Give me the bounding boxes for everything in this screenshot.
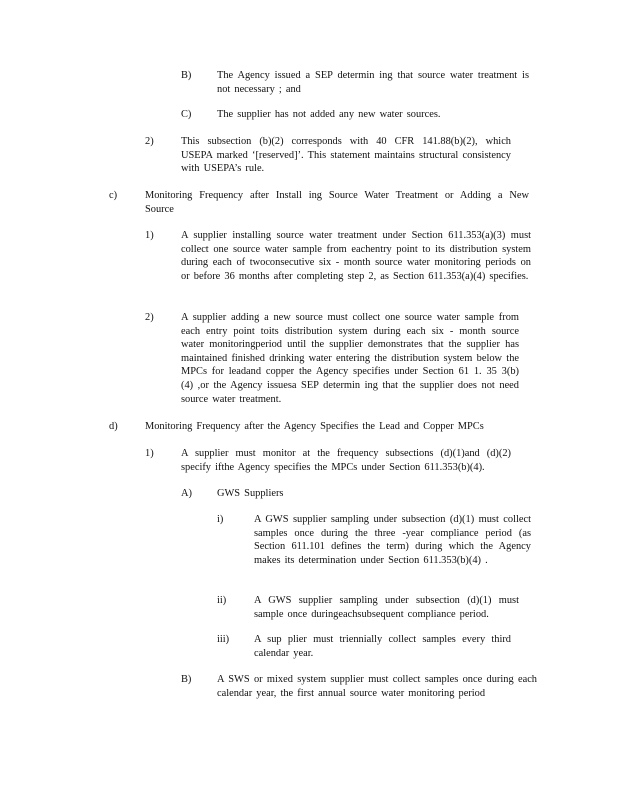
- item-marker: 2): [145, 136, 154, 147]
- item-marker: 1): [145, 230, 154, 241]
- section-marker: c): [109, 190, 118, 201]
- item-marker: B): [181, 70, 192, 81]
- item-text: GWS Suppliers: [217, 488, 284, 499]
- item-marker: 2): [145, 312, 154, 323]
- item-marker: B): [181, 674, 192, 685]
- section-title: Monitoring Frequency after Install ing Source Water Treatment or Adding a New Source: [145, 190, 529, 215]
- item-marker: 1): [145, 448, 154, 459]
- section-marker: d): [109, 421, 118, 432]
- item-marker: iii): [217, 634, 230, 645]
- item-text: A SWS or mixed system supplier must collect samples once during each calendar year, the first annual source water monitoring period: [217, 674, 537, 699]
- item-text: The supplier has not added any new water sources.: [217, 109, 441, 120]
- section-title: Monitoring Frequency after the Agency Specifies the Lead and Copper MPCs: [145, 421, 484, 432]
- item-text: A supplier must monitor at the frequency subsections (d)(1)and (d)(2) specify ifthe Agency specifies the MPCs under Section 611.353(b)(4).: [181, 448, 511, 473]
- item-text: A supplier adding a new source must collect one source water sample from each entry point toits distribution system during each six - month source water monitoringperiod until the supplier demonstrates that the supplier has maintained finished drinking water entering the distribution system below the MPCs for leadand copper the Agency specifies under Section 61 1. 35 3(b)(4) ,or the Agency issuesa SEP determin ing that the supplier does not need source water treatment.: [181, 312, 519, 405]
- item-marker: A): [181, 488, 192, 499]
- item-text: This subsection (b)(2) corresponds with 40 CFR 141.88(b)(2), which USEPA marked ‘[reserved]’. This statement maintains structural consistency with USEPA’s rule.: [181, 136, 511, 175]
- item-text: The Agency issued a SEP determin ing that source water treatment is not necessary ; and: [217, 70, 529, 95]
- item-text: A GWS supplier sampling under subsection (d)(1) must collect samples once during the three -year compliance period (as Section 611.101 defines the term) during which the Agency makes its determination under Section 611.353(b)(4) .: [254, 514, 531, 566]
- item-text: A GWS supplier sampling under subsection (d)(1) must sample once duringeachsubsequent compliance period.: [254, 595, 519, 620]
- item-marker: C): [181, 109, 192, 120]
- item-text: A sup plier must triennially collect samples every third calendar year.: [254, 634, 511, 659]
- item-marker: ii): [217, 595, 227, 606]
- item-marker: i): [217, 514, 224, 525]
- item-text: A supplier installing source water treatment under Section 611.353(a)(3) must collect one source water sample from eachentry point to its distribution system during each of twoconsecutive six - month source water monitoring periods on or before 36 months after completing step 2, as Section 611.353(a)(4) specifies.: [181, 230, 531, 282]
